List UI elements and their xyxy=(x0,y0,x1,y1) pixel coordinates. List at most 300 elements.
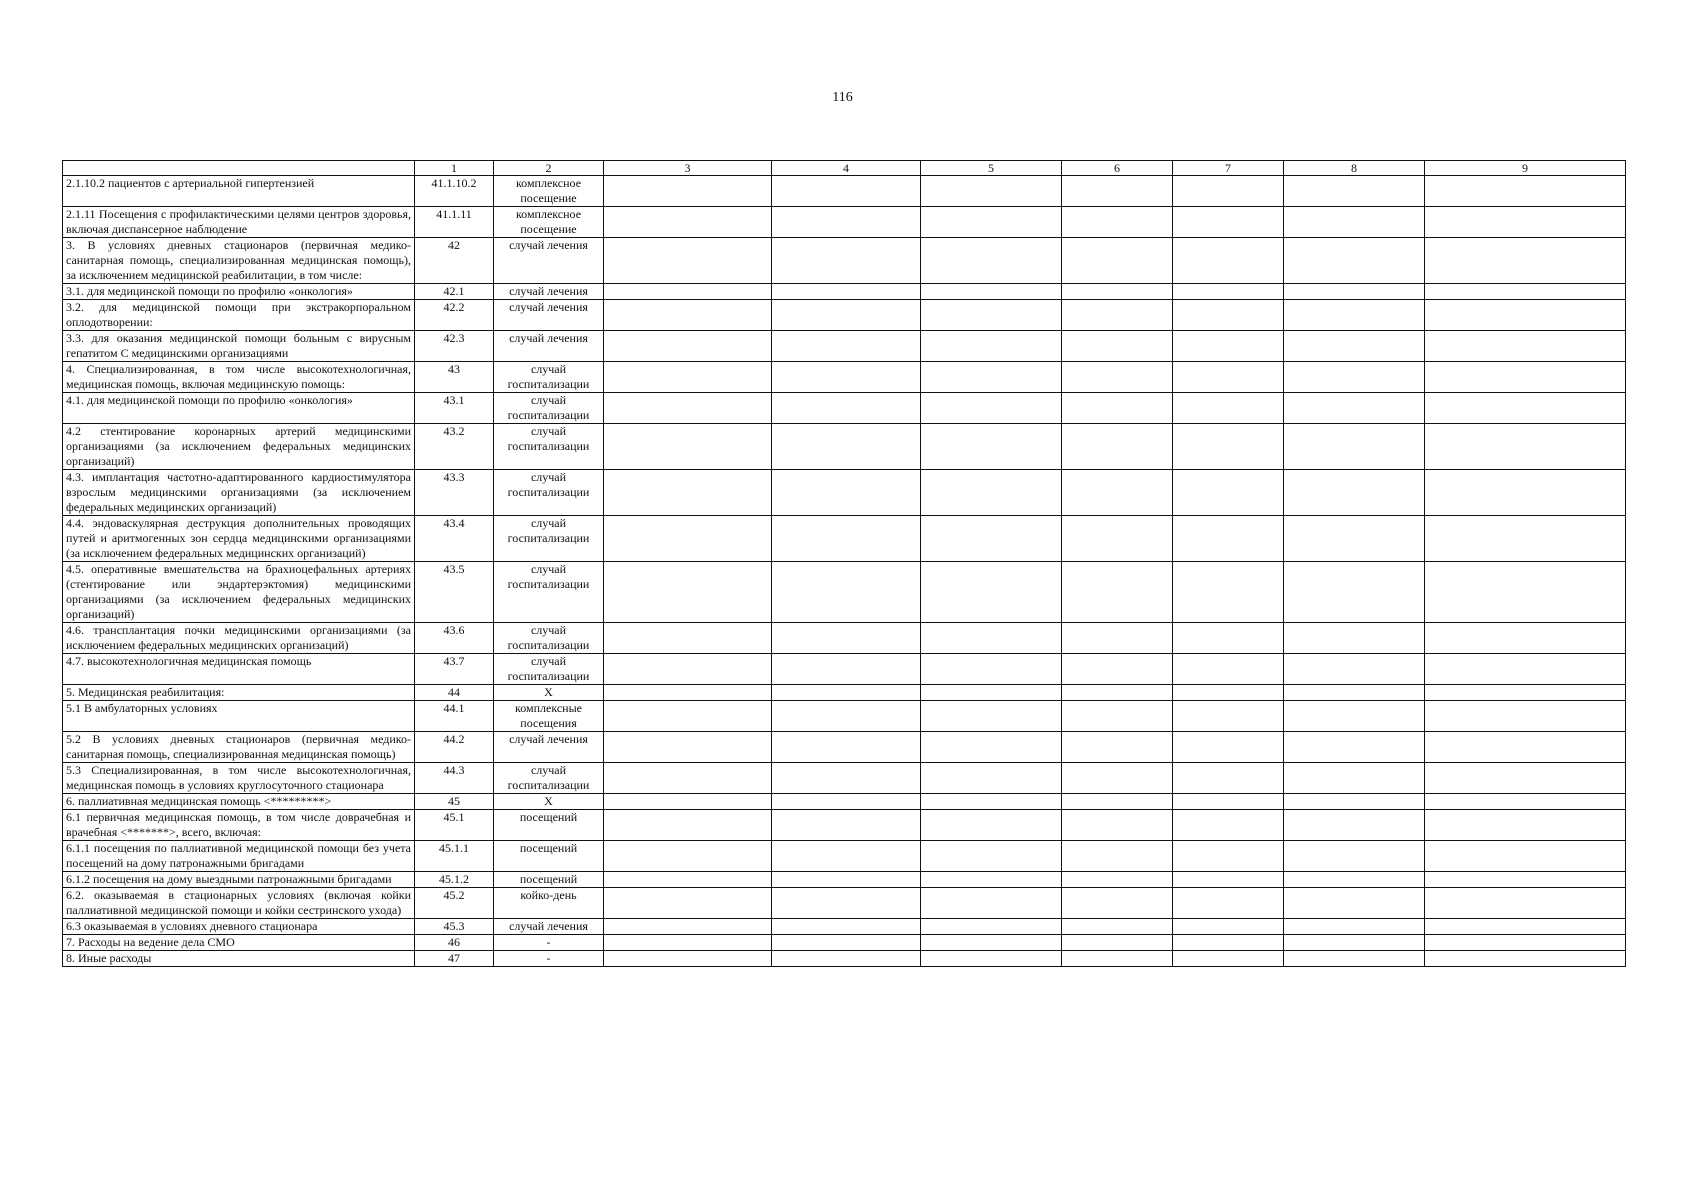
row-unit-cell: случай лечения xyxy=(494,284,604,300)
empty-value-cell xyxy=(1173,362,1284,393)
empty-value-cell xyxy=(1173,331,1284,362)
empty-value-cell xyxy=(604,207,772,238)
empty-value-cell xyxy=(604,362,772,393)
empty-value-cell xyxy=(1062,763,1173,794)
row-code-cell: 43.3 xyxy=(415,470,494,516)
empty-value-cell xyxy=(1425,207,1626,238)
empty-value-cell xyxy=(1425,732,1626,763)
empty-value-cell xyxy=(1062,300,1173,331)
empty-value-cell xyxy=(772,424,921,470)
table-row xyxy=(63,470,1626,516)
empty-value-cell xyxy=(1284,888,1425,919)
empty-value-cell xyxy=(1062,424,1173,470)
empty-value-cell xyxy=(772,810,921,841)
row-unit-cell: койко-день xyxy=(494,888,604,919)
empty-value-cell xyxy=(604,284,772,300)
row-code-cell: 45.2 xyxy=(415,888,494,919)
row-code-cell: 42.2 xyxy=(415,300,494,331)
empty-value-cell xyxy=(1062,562,1173,623)
row-unit-cell: случай госпитализации xyxy=(494,393,604,424)
row-code-cell: 44.3 xyxy=(415,763,494,794)
row-name-cell: 3.2. для медицинской помощи при экстракорпоральном оплодотворении: xyxy=(63,300,415,331)
empty-value-cell xyxy=(1062,654,1173,685)
row-code-cell: 42.1 xyxy=(415,284,494,300)
empty-value-cell xyxy=(1173,794,1284,810)
empty-value-cell xyxy=(1284,331,1425,362)
row-code-cell: 43.7 xyxy=(415,654,494,685)
empty-value-cell xyxy=(604,654,772,685)
empty-value-cell xyxy=(1425,331,1626,362)
empty-value-cell xyxy=(921,562,1062,623)
row-unit-cell: комплексные посещения xyxy=(494,701,604,732)
empty-value-cell xyxy=(921,794,1062,810)
empty-value-cell xyxy=(1062,794,1173,810)
row-code-cell: 45 xyxy=(415,794,494,810)
row-unit-cell: X xyxy=(494,685,604,701)
empty-value-cell xyxy=(1284,284,1425,300)
row-code-cell: 43.6 xyxy=(415,623,494,654)
empty-value-cell xyxy=(772,176,921,207)
row-code-cell: 47 xyxy=(415,951,494,967)
empty-value-cell xyxy=(1173,284,1284,300)
empty-value-cell xyxy=(1062,888,1173,919)
empty-value-cell xyxy=(1062,935,1173,951)
table-row xyxy=(63,732,1626,763)
row-name-cell: 6.1 первичная медицинская помощь, в том числе доврачебная и врачебная <*******>, всего, включая: xyxy=(63,810,415,841)
empty-value-cell xyxy=(1173,562,1284,623)
empty-value-cell xyxy=(921,238,1062,284)
empty-value-cell xyxy=(1284,623,1425,654)
empty-value-cell xyxy=(1425,763,1626,794)
empty-value-cell xyxy=(1425,424,1626,470)
table-row xyxy=(63,331,1626,362)
empty-value-cell xyxy=(772,470,921,516)
empty-value-cell xyxy=(1284,685,1425,701)
empty-value-cell xyxy=(772,654,921,685)
empty-value-cell xyxy=(921,951,1062,967)
row-name-cell: 4.6. трансплантация почки медицинскими организациями (за исключением федеральных медицинских организаций) xyxy=(63,623,415,654)
empty-value-cell xyxy=(772,794,921,810)
empty-value-cell xyxy=(1284,470,1425,516)
row-code-cell: 43.2 xyxy=(415,424,494,470)
empty-value-cell xyxy=(1284,176,1425,207)
empty-value-cell xyxy=(1284,238,1425,284)
empty-value-cell xyxy=(772,207,921,238)
empty-value-cell xyxy=(772,763,921,794)
empty-value-cell xyxy=(772,562,921,623)
empty-value-cell xyxy=(772,284,921,300)
empty-value-cell xyxy=(1062,841,1173,872)
table-row xyxy=(63,284,1626,300)
empty-value-cell xyxy=(1173,888,1284,919)
table-row xyxy=(63,393,1626,424)
empty-value-cell xyxy=(604,393,772,424)
row-code-cell: 41.1.11 xyxy=(415,207,494,238)
column-header: 2 xyxy=(494,161,604,176)
report-table xyxy=(62,160,1626,967)
empty-value-cell xyxy=(1062,516,1173,562)
empty-value-cell xyxy=(1173,763,1284,794)
column-header: 8 xyxy=(1284,161,1425,176)
empty-value-cell xyxy=(1173,424,1284,470)
row-name-cell: 4.1. для медицинской помощи по профилю «онкология» xyxy=(63,393,415,424)
empty-value-cell xyxy=(604,331,772,362)
empty-value-cell xyxy=(1173,393,1284,424)
row-name-cell: 4.5. оперативные вмешательства на брахиоцефальных артериях (стентирование или эндартерэктомия) медицинскими организациями (за исключением федеральных медицинских организаций) xyxy=(63,562,415,623)
empty-value-cell xyxy=(1284,794,1425,810)
row-name-cell: 6. паллиативная медицинская помощь <*********> xyxy=(63,794,415,810)
row-name-cell: 7. Расходы на ведение дела СМО xyxy=(63,935,415,951)
row-unit-cell: X xyxy=(494,794,604,810)
column-header-row xyxy=(63,161,1626,176)
empty-value-cell xyxy=(604,794,772,810)
empty-value-cell xyxy=(921,207,1062,238)
empty-value-cell xyxy=(772,888,921,919)
row-unit-cell: - xyxy=(494,951,604,967)
empty-value-cell xyxy=(1425,951,1626,967)
empty-value-cell xyxy=(1062,623,1173,654)
row-unit-cell: случай лечения xyxy=(494,300,604,331)
row-name-cell: 2.1.10.2 пациентов с артериальной гипертензией xyxy=(63,176,415,207)
column-header: 1 xyxy=(415,161,494,176)
table-row xyxy=(63,362,1626,393)
empty-value-cell xyxy=(1425,872,1626,888)
row-code-cell: 42 xyxy=(415,238,494,284)
empty-value-cell xyxy=(1425,238,1626,284)
column-header: 5 xyxy=(921,161,1062,176)
row-name-cell: 6.1.1 посещения по паллиативной медицинской помощи без учета посещений на дому патронажными бригадами xyxy=(63,841,415,872)
empty-value-cell xyxy=(772,935,921,951)
empty-value-cell xyxy=(1173,238,1284,284)
row-unit-cell: случай госпитализации xyxy=(494,516,604,562)
row-code-cell: 44.2 xyxy=(415,732,494,763)
table-row xyxy=(63,207,1626,238)
table-row xyxy=(63,623,1626,654)
empty-value-cell xyxy=(1425,516,1626,562)
table-row xyxy=(63,424,1626,470)
column-header xyxy=(63,161,415,176)
row-name-cell: 3.3. для оказания медицинской помощи больным с вирусным гепатитом С медицинскими организациями xyxy=(63,331,415,362)
empty-value-cell xyxy=(772,300,921,331)
empty-value-cell xyxy=(1425,919,1626,935)
empty-value-cell xyxy=(1425,654,1626,685)
empty-value-cell xyxy=(604,935,772,951)
empty-value-cell xyxy=(921,470,1062,516)
empty-value-cell xyxy=(1425,935,1626,951)
empty-value-cell xyxy=(1062,685,1173,701)
row-code-cell: 44 xyxy=(415,685,494,701)
empty-value-cell xyxy=(1062,284,1173,300)
empty-value-cell xyxy=(921,623,1062,654)
empty-value-cell xyxy=(921,424,1062,470)
empty-value-cell xyxy=(604,888,772,919)
empty-value-cell xyxy=(604,300,772,331)
empty-value-cell xyxy=(604,685,772,701)
empty-value-cell xyxy=(1173,654,1284,685)
empty-value-cell xyxy=(772,919,921,935)
empty-value-cell xyxy=(604,841,772,872)
empty-value-cell xyxy=(921,919,1062,935)
empty-value-cell xyxy=(1173,470,1284,516)
empty-value-cell xyxy=(1173,919,1284,935)
empty-value-cell xyxy=(1284,300,1425,331)
table-body xyxy=(63,161,1626,967)
row-name-cell: 4. Специализированная, в том числе высокотехнологичная, медицинская помощь, включая медицинскую помощь: xyxy=(63,362,415,393)
empty-value-cell xyxy=(1284,424,1425,470)
empty-value-cell xyxy=(1062,470,1173,516)
row-name-cell: 6.2. оказываемая в стационарных условиях (включая койки паллиативной медицинской помощи и койки сестринского ухода) xyxy=(63,888,415,919)
empty-value-cell xyxy=(604,623,772,654)
empty-value-cell xyxy=(604,951,772,967)
empty-value-cell xyxy=(1284,841,1425,872)
empty-value-cell xyxy=(1284,516,1425,562)
table-row xyxy=(63,516,1626,562)
empty-value-cell xyxy=(604,238,772,284)
row-unit-cell: случай лечения xyxy=(494,238,604,284)
empty-value-cell xyxy=(772,623,921,654)
empty-value-cell xyxy=(604,470,772,516)
row-unit-cell: случай лечения xyxy=(494,732,604,763)
row-code-cell: 41.1.10.2 xyxy=(415,176,494,207)
empty-value-cell xyxy=(1284,919,1425,935)
row-unit-cell: комплексное посещение xyxy=(494,176,604,207)
table-row xyxy=(63,701,1626,732)
row-code-cell: 42.3 xyxy=(415,331,494,362)
empty-value-cell xyxy=(1062,176,1173,207)
row-name-cell: 5.1 В амбулаторных условиях xyxy=(63,701,415,732)
empty-value-cell xyxy=(1425,623,1626,654)
empty-value-cell xyxy=(921,516,1062,562)
row-name-cell: 5.3 Специализированная, в том числе высокотехнологичная, медицинская помощь в условиях круглосуточного стационара xyxy=(63,763,415,794)
row-code-cell: 43 xyxy=(415,362,494,393)
empty-value-cell xyxy=(1425,888,1626,919)
row-name-cell: 6.3 оказываемая в условиях дневного стационара xyxy=(63,919,415,935)
empty-value-cell xyxy=(1173,951,1284,967)
empty-value-cell xyxy=(772,732,921,763)
empty-value-cell xyxy=(1062,393,1173,424)
table-row xyxy=(63,685,1626,701)
empty-value-cell xyxy=(1284,207,1425,238)
empty-value-cell xyxy=(1284,362,1425,393)
empty-value-cell xyxy=(772,951,921,967)
table-row xyxy=(63,763,1626,794)
empty-value-cell xyxy=(1425,810,1626,841)
row-unit-cell: комплексное посещение xyxy=(494,207,604,238)
empty-value-cell xyxy=(772,362,921,393)
empty-value-cell xyxy=(921,393,1062,424)
row-unit-cell: посещений xyxy=(494,872,604,888)
empty-value-cell xyxy=(921,810,1062,841)
empty-value-cell xyxy=(1173,701,1284,732)
row-code-cell: 46 xyxy=(415,935,494,951)
table-row xyxy=(63,654,1626,685)
row-code-cell: 45.1.1 xyxy=(415,841,494,872)
empty-value-cell xyxy=(604,424,772,470)
empty-value-cell xyxy=(604,732,772,763)
empty-value-cell xyxy=(1173,623,1284,654)
empty-value-cell xyxy=(1173,935,1284,951)
table-row xyxy=(63,951,1626,967)
empty-value-cell xyxy=(1284,562,1425,623)
row-code-cell: 43.5 xyxy=(415,562,494,623)
empty-value-cell xyxy=(1284,763,1425,794)
row-unit-cell: случай госпитализации xyxy=(494,623,604,654)
table-row xyxy=(63,300,1626,331)
empty-value-cell xyxy=(772,872,921,888)
empty-value-cell xyxy=(1062,919,1173,935)
empty-value-cell xyxy=(1425,841,1626,872)
empty-value-cell xyxy=(1425,470,1626,516)
empty-value-cell xyxy=(604,516,772,562)
empty-value-cell xyxy=(604,872,772,888)
column-header: 6 xyxy=(1062,161,1173,176)
table-row xyxy=(63,919,1626,935)
empty-value-cell xyxy=(1173,732,1284,763)
column-header: 4 xyxy=(772,161,921,176)
empty-value-cell xyxy=(1284,810,1425,841)
row-name-cell: 4.4. эндоваскулярная деструкция дополнительных проводящих путей и аритмогенных зон сердца медицинскими организациями (за исключением федеральных медицинских организаций) xyxy=(63,516,415,562)
row-unit-cell: случай лечения xyxy=(494,919,604,935)
row-name-cell: 4.2 стентирование коронарных артерий медицинскими организациями (за исключением федеральных медицинских организаций) xyxy=(63,424,415,470)
empty-value-cell xyxy=(921,701,1062,732)
empty-value-cell xyxy=(921,284,1062,300)
empty-value-cell xyxy=(604,919,772,935)
column-header: 9 xyxy=(1425,161,1626,176)
empty-value-cell xyxy=(772,685,921,701)
row-code-cell: 44.1 xyxy=(415,701,494,732)
empty-value-cell xyxy=(1062,951,1173,967)
row-unit-cell: случай госпитализации xyxy=(494,562,604,623)
empty-value-cell xyxy=(1284,701,1425,732)
empty-value-cell xyxy=(1284,654,1425,685)
empty-value-cell xyxy=(1173,516,1284,562)
table-row xyxy=(63,794,1626,810)
row-name-cell: 6.1.2 посещения на дому выездными патронажными бригадами xyxy=(63,872,415,888)
empty-value-cell xyxy=(1062,331,1173,362)
table-row xyxy=(63,872,1626,888)
row-name-cell: 3.1. для медицинской помощи по профилю «онкология» xyxy=(63,284,415,300)
empty-value-cell xyxy=(1425,562,1626,623)
empty-value-cell xyxy=(772,841,921,872)
empty-value-cell xyxy=(1425,393,1626,424)
table-row xyxy=(63,935,1626,951)
empty-value-cell xyxy=(1284,935,1425,951)
empty-value-cell xyxy=(604,176,772,207)
empty-value-cell xyxy=(921,841,1062,872)
empty-value-cell xyxy=(604,562,772,623)
row-unit-cell: посещений xyxy=(494,841,604,872)
row-code-cell: 43.1 xyxy=(415,393,494,424)
row-name-cell: 2.1.11 Посещения с профилактическими целями центров здоровья, включая диспансерное наблюдение xyxy=(63,207,415,238)
empty-value-cell xyxy=(1062,207,1173,238)
row-unit-cell: случай госпитализации xyxy=(494,470,604,516)
row-code-cell: 45.1.2 xyxy=(415,872,494,888)
empty-value-cell xyxy=(772,331,921,362)
column-header: 3 xyxy=(604,161,772,176)
empty-value-cell xyxy=(1173,176,1284,207)
row-code-cell: 43.4 xyxy=(415,516,494,562)
empty-value-cell xyxy=(1425,176,1626,207)
empty-value-cell xyxy=(604,810,772,841)
empty-value-cell xyxy=(921,685,1062,701)
empty-value-cell xyxy=(772,393,921,424)
empty-value-cell xyxy=(1284,732,1425,763)
row-name-cell: 3. В условиях дневных стационаров (первичная медико-санитарная помощь, специализированная медицинская помощь), за исключением медицинской реабилитации, в том числе: xyxy=(63,238,415,284)
empty-value-cell xyxy=(604,763,772,794)
empty-value-cell xyxy=(921,176,1062,207)
row-name-cell: 4.3. имплантация частотно-адаптированного кардиостимулятора взрослым медицинскими организациями (за исключением федеральных медицинских организаций) xyxy=(63,470,415,516)
empty-value-cell xyxy=(772,701,921,732)
empty-value-cell xyxy=(1173,685,1284,701)
row-name-cell: 5.2 В условиях дневных стационаров (первичная медико-санитарная помощь, специализированная медицинская помощь) xyxy=(63,732,415,763)
empty-value-cell xyxy=(921,362,1062,393)
empty-value-cell xyxy=(921,300,1062,331)
empty-value-cell xyxy=(1173,841,1284,872)
empty-value-cell xyxy=(1425,362,1626,393)
row-name-cell: 8. Иные расходы xyxy=(63,951,415,967)
empty-value-cell xyxy=(1173,872,1284,888)
empty-value-cell xyxy=(604,701,772,732)
empty-value-cell xyxy=(921,654,1062,685)
row-unit-cell: случай госпитализации xyxy=(494,654,604,685)
empty-value-cell xyxy=(1062,701,1173,732)
empty-value-cell xyxy=(772,238,921,284)
empty-value-cell xyxy=(921,732,1062,763)
empty-value-cell xyxy=(772,516,921,562)
row-unit-cell: случай лечения xyxy=(494,331,604,362)
empty-value-cell xyxy=(1425,794,1626,810)
table-row xyxy=(63,841,1626,872)
row-unit-cell: посещений xyxy=(494,810,604,841)
table-row xyxy=(63,176,1626,207)
row-unit-cell: случай госпитализации xyxy=(494,763,604,794)
empty-value-cell xyxy=(921,872,1062,888)
empty-value-cell xyxy=(1425,701,1626,732)
row-name-cell: 5. Медицинская реабилитация: xyxy=(63,685,415,701)
empty-value-cell xyxy=(1284,872,1425,888)
row-unit-cell: - xyxy=(494,935,604,951)
empty-value-cell xyxy=(1062,810,1173,841)
row-code-cell: 45.1 xyxy=(415,810,494,841)
row-name-cell: 4.7. высокотехнологичная медицинская помощь xyxy=(63,654,415,685)
empty-value-cell xyxy=(1425,300,1626,331)
empty-value-cell xyxy=(1062,362,1173,393)
empty-value-cell xyxy=(1425,685,1626,701)
empty-value-cell xyxy=(1284,393,1425,424)
empty-value-cell xyxy=(1173,300,1284,331)
row-code-cell: 45.3 xyxy=(415,919,494,935)
empty-value-cell xyxy=(1062,732,1173,763)
row-unit-cell: случай госпитализации xyxy=(494,362,604,393)
empty-value-cell xyxy=(921,763,1062,794)
table-row xyxy=(63,810,1626,841)
page-number: 116 xyxy=(832,90,853,105)
empty-value-cell xyxy=(1173,810,1284,841)
table-row xyxy=(63,562,1626,623)
empty-value-cell xyxy=(1062,872,1173,888)
empty-value-cell xyxy=(921,888,1062,919)
table-row xyxy=(63,238,1626,284)
empty-value-cell xyxy=(1425,284,1626,300)
empty-value-cell xyxy=(921,935,1062,951)
empty-value-cell xyxy=(1173,207,1284,238)
empty-value-cell xyxy=(1062,238,1173,284)
column-header: 7 xyxy=(1173,161,1284,176)
table-row xyxy=(63,888,1626,919)
empty-value-cell xyxy=(921,331,1062,362)
empty-value-cell xyxy=(1284,951,1425,967)
row-unit-cell: случай госпитализации xyxy=(494,424,604,470)
